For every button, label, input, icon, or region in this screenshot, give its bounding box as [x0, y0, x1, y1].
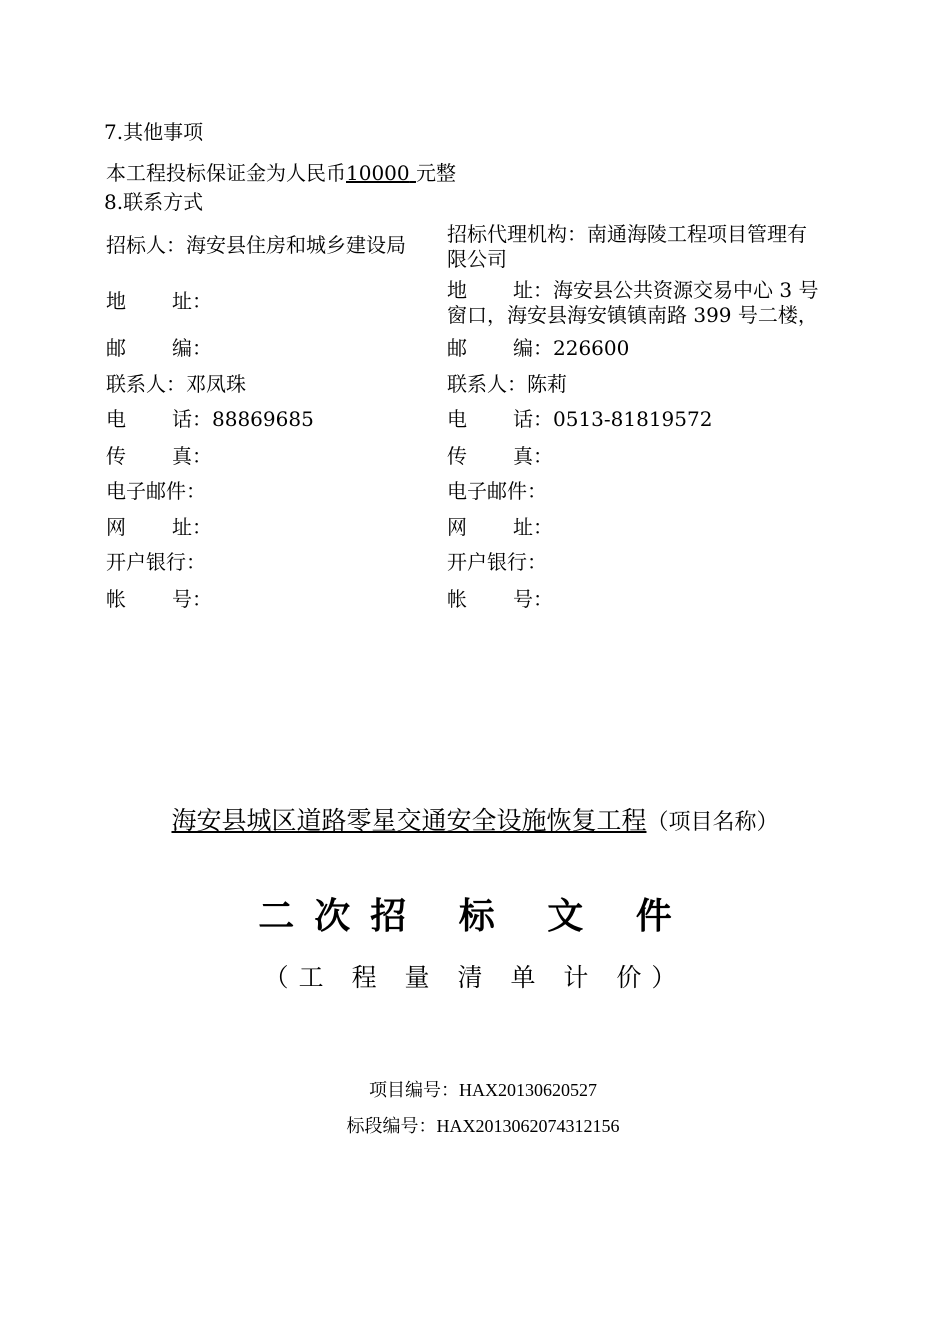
- left-postcode-label: [106, 336, 212, 360]
- right-address-value1: 址：海安县公共资源交易中心 3 号: [513, 278, 819, 302]
- left-web-label2: 址：: [172, 515, 212, 539]
- right-phone: [447, 407, 712, 431]
- left-web: [106, 515, 212, 539]
- left-phone: [106, 407, 314, 431]
- right-postcode-value: 编：226600: [513, 336, 630, 360]
- left-postcode-label-char: 邮: [106, 336, 126, 360]
- left-phone-label: 电: [106, 407, 126, 431]
- left-address-label-char: 地: [106, 289, 126, 313]
- right-phone-label: 电: [447, 407, 467, 431]
- right-web-label: 网: [447, 515, 467, 539]
- project-number: [0, 1078, 950, 1103]
- left-fax: [106, 444, 212, 468]
- project-number-value: HAX20130620527: [459, 1080, 597, 1100]
- left-phone-value: 88869685: [212, 407, 314, 431]
- deposit-suffix: 元整: [415, 161, 456, 185]
- right-fax-label: 传: [447, 444, 467, 468]
- right-account-label: 帐: [447, 587, 467, 611]
- right-email: 电子邮件：: [447, 479, 547, 503]
- section7-heading: 7.其他事项: [104, 120, 204, 144]
- left-address-label: [106, 289, 212, 313]
- doc-subtitle: （工 程 量 清 单 计 价）: [263, 963, 687, 992]
- project-name: 海安县城区道路零星交通安全设施恢复工程: [171, 806, 647, 835]
- left-account-label: 帐: [106, 587, 126, 611]
- right-address-label: 地: [447, 278, 467, 302]
- project-number-label: 项目编号：: [369, 1080, 459, 1101]
- right-bank: 开户银行：: [447, 550, 547, 574]
- agency-line2: 限公司: [447, 247, 507, 271]
- right-postcode: [447, 336, 629, 360]
- right-address-line2: 窗口，海安县海安镇镇南路 399 号二楼，: [447, 303, 818, 327]
- section-number-value: HAX2013062074312156: [436, 1116, 620, 1136]
- left-address-label-char2: 址：: [172, 289, 212, 313]
- section-number-label: 标段编号：: [346, 1116, 437, 1137]
- right-phone-value: 话：0513-81819572: [513, 407, 713, 431]
- left-bank: 开户银行：: [106, 550, 206, 574]
- left-account: [106, 587, 212, 611]
- left-contact: 联系人：邓凤珠: [106, 372, 246, 396]
- right-account-label2: 号：: [513, 587, 553, 611]
- left-email: 电子邮件：: [106, 479, 206, 503]
- deposit-amount: 10000: [346, 161, 410, 185]
- right-web-label2: 址：: [513, 515, 553, 539]
- deposit-line: [106, 161, 456, 185]
- project-name-suffix: （项目名称）: [646, 810, 779, 835]
- left-fax-label2: 真：: [172, 444, 212, 468]
- doc-title: 二次招 标 文 件: [258, 896, 692, 937]
- deposit-prefix: 本工程投标保证金为人民币: [106, 161, 346, 185]
- left-fax-label: 传: [106, 444, 126, 468]
- right-web: [447, 515, 553, 539]
- tenderer-name: 招标人：海安县住房和城乡建设局: [106, 233, 406, 257]
- left-postcode-label-char2: 编：: [172, 336, 212, 360]
- right-postcode-label: 邮: [447, 336, 467, 360]
- section-number: [0, 1114, 950, 1139]
- left-account-label2: 号：: [172, 587, 212, 611]
- right-address-line1: [447, 278, 818, 302]
- right-fax-label2: 真：: [513, 444, 553, 468]
- right-fax: [447, 444, 553, 468]
- section8-heading: 8.联系方式: [104, 190, 204, 214]
- left-phone-label2: 话：: [172, 407, 212, 431]
- agency-line1: 招标代理机构：南通海陵工程项目管理有: [447, 222, 807, 246]
- project-title: [0, 804, 950, 840]
- left-web-label: 网: [106, 515, 126, 539]
- right-account: [447, 587, 553, 611]
- right-contact: 联系人：陈莉: [447, 372, 567, 396]
